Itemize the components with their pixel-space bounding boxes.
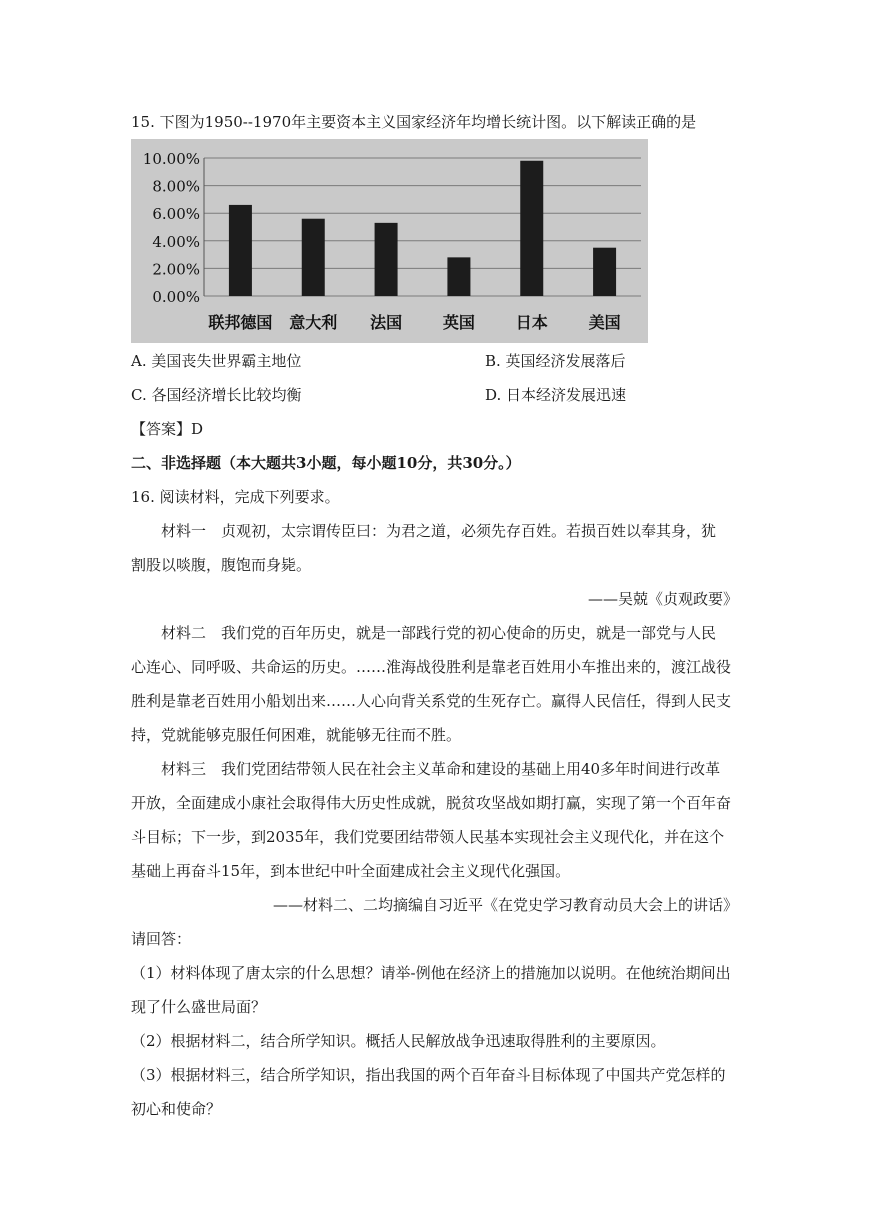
material-2-line-1: 材料二 我们党的百年历史，就是一部践行党的初心使命的历史，就是一部党与人民 bbox=[161, 624, 717, 642]
sub-question-1-line-1: （1）材料体现了唐太宗的什么思想？请举-例他在经济上的措施加以说明。在他统治期间出 bbox=[131, 964, 731, 982]
option-d: D. 日本经济发展迅速 bbox=[485, 386, 627, 404]
x-tick-label: 英国 bbox=[442, 313, 475, 332]
material-3-line-3: 斗目标；下一步，到2035年，我们党要团结带领人民基本实现社会主义现代化，并在这个 bbox=[131, 828, 725, 846]
option-b: B. 英国经济发展落后 bbox=[485, 352, 626, 370]
bar bbox=[302, 219, 325, 296]
option-c: C. 各国经济增长比较均衡 bbox=[131, 386, 302, 404]
y-tick-label: 0.00% bbox=[152, 288, 200, 306]
growth-bar-chart bbox=[131, 139, 648, 343]
x-tick-label: 日本 bbox=[515, 313, 548, 332]
bar bbox=[447, 257, 470, 296]
bar bbox=[593, 248, 616, 296]
material-1-source: ——吴兢《贞观政要》 bbox=[587, 590, 738, 608]
material-2-line-4: 持，党就能够克服任何困难，就能够无往而不胜。 bbox=[131, 726, 462, 744]
question-15-stem: 15. 下图为1950--1970年主要资本主义国家经济年均增长统计图。以下解读正确的是 bbox=[131, 113, 697, 131]
sub-question-2: （2）根据材料二，结合所学知识。概括人民解放战争迅速取得胜利的主要原因。 bbox=[131, 1032, 666, 1050]
y-tick-label: 2.00% bbox=[152, 260, 200, 279]
y-tick-label: 10.00% bbox=[142, 150, 200, 168]
option-a: A. 美国丧失世界霸主地位 bbox=[131, 352, 302, 370]
sub-question-3-line-1: （3）根据材料三，结合所学知识，指出我国的两个百年奋斗目标体现了中国共产党怎样的 bbox=[131, 1066, 726, 1084]
x-tick-label: 意大利 bbox=[289, 313, 338, 332]
bar bbox=[375, 223, 398, 296]
sub-question-3-line-2: 初心和使命？ bbox=[131, 1100, 222, 1118]
material-3-source: ——材料二、二均摘编自习近平《在党史学习教育动员大会上的讲话》 bbox=[272, 896, 738, 914]
y-tick-label: 6.00% bbox=[152, 205, 200, 224]
material-2-line-2: 心连心、同呼吸、共命运的历史。……淮海战役胜利是靠老百姓用小车推出来的，渡江战役 bbox=[131, 658, 732, 676]
sub-question-1-line-2: 现了什么盛世局面？ bbox=[131, 998, 267, 1016]
answer-15: 【答案】D bbox=[131, 420, 204, 438]
material-1-line-1: 材料一 贞观初，太宗谓传臣曰：为君之道，必须先存百姓。若损百姓以奉其身，犹 bbox=[161, 522, 717, 540]
section-2-heading: 二、非选择题（本大题共3小题，每小题10分，共30分。） bbox=[131, 454, 521, 472]
material-3-line-4: 基础上再奋斗15年，到本世纪中叶全面建成社会主义现代化强国。 bbox=[131, 862, 571, 880]
material-3-line-1: 材料三 我们党团结带领人民在社会主义革命和建设的基础上用40多年时间进行改革 bbox=[161, 760, 721, 778]
x-tick-label: 法国 bbox=[370, 313, 403, 332]
bar bbox=[229, 205, 252, 296]
y-tick-label: 4.00% bbox=[152, 232, 200, 251]
material-1-line-2: 割股以啖腹，腹饱而身毙。 bbox=[131, 556, 312, 574]
bar bbox=[520, 161, 543, 296]
material-3-line-2: 开放，全面建成小康社会取得伟大历史性成就，脱贫攻坚战如期打赢，实现了第一个百年奋 bbox=[131, 794, 732, 812]
material-2-line-3: 胜利是靠老百姓用小船划出来……人心向背关系党的生死存亡。赢得人民信任，得到人民支 bbox=[131, 692, 732, 710]
x-tick-label: 联邦德国 bbox=[208, 313, 273, 332]
question-16-stem: 16. 阅读材料，完成下列要求。 bbox=[131, 488, 340, 506]
answer-prompt: 请回答： bbox=[131, 930, 192, 948]
x-tick-label: 美国 bbox=[588, 313, 621, 332]
y-tick-label: 8.00% bbox=[152, 177, 200, 196]
